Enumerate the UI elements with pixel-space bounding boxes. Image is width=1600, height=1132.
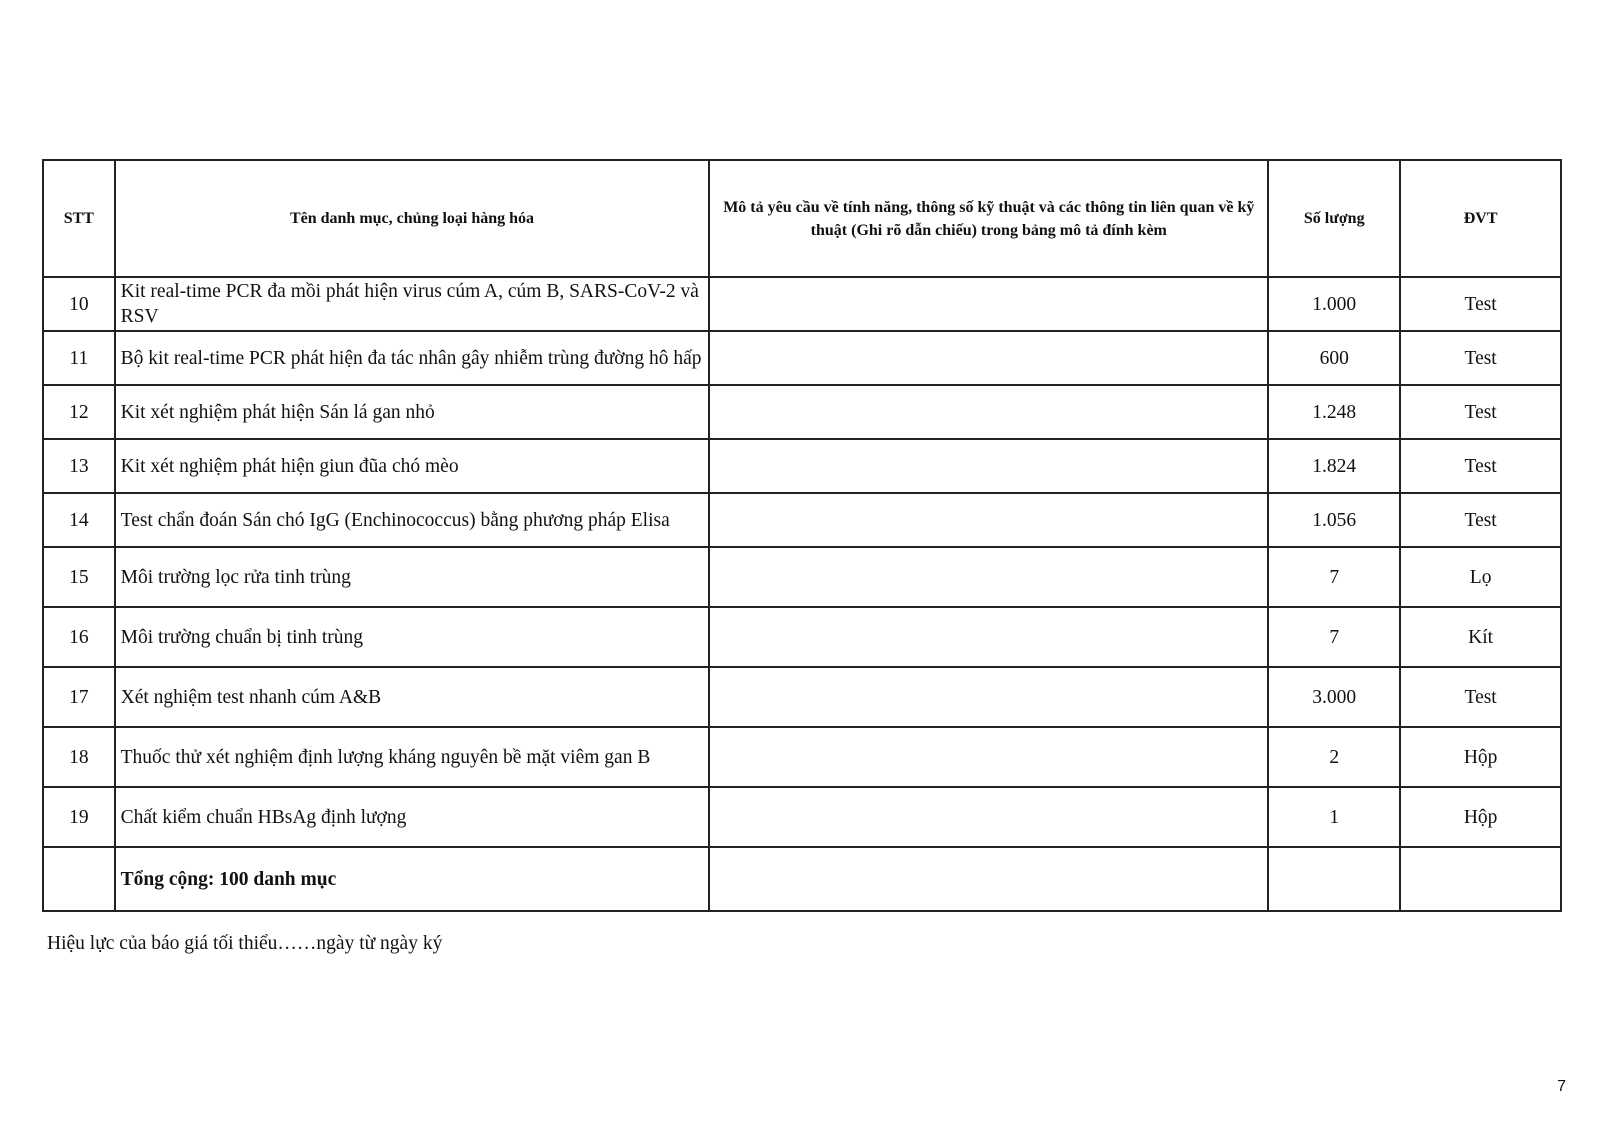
cell-quantity: 2 <box>1268 727 1400 787</box>
cell-description <box>709 277 1268 331</box>
table-row <box>43 277 1561 331</box>
header-item-name: Tên danh mục, chủng loại hàng hóa <box>115 160 710 277</box>
cell-quantity: 1.824 <box>1268 439 1400 493</box>
cell-quantity: 3.000 <box>1268 667 1400 727</box>
table-row <box>43 331 1561 385</box>
cell-item-name: Test chẩn đoán Sán chó IgG (Enchinococcus) bằng phương pháp Elisa <box>115 493 710 547</box>
table-row <box>43 667 1561 727</box>
cell-unit: Lọ <box>1400 547 1561 607</box>
cell-stt: 14 <box>43 493 115 547</box>
cell-unit: Test <box>1400 385 1561 439</box>
table-row <box>43 787 1561 847</box>
total-cell-unit <box>1400 847 1561 911</box>
cell-item-name: Xét nghiệm test nhanh cúm A&B <box>115 667 710 727</box>
cell-quantity: 1.248 <box>1268 385 1400 439</box>
cell-stt: 15 <box>43 547 115 607</box>
cell-item-name: Chất kiểm chuẩn HBsAg định lượng <box>115 787 710 847</box>
total-cell-quantity <box>1268 847 1400 911</box>
total-label: Tổng cộng: 100 danh mục <box>115 847 710 911</box>
table-row <box>43 439 1561 493</box>
cell-item-name: Thuốc thử xét nghiệm định lượng kháng nguyên bề mặt viêm gan B <box>115 727 710 787</box>
cell-item-name: Môi trường lọc rửa tinh trùng <box>115 547 710 607</box>
cell-stt: 16 <box>43 607 115 667</box>
cell-description <box>709 727 1268 787</box>
cell-stt: 10 <box>43 277 115 331</box>
cell-stt: 18 <box>43 727 115 787</box>
cell-item-name: Bộ kit real-time PCR phát hiện đa tác nhân gây nhiễm trùng đường hô hấp <box>115 331 710 385</box>
cell-unit: Test <box>1400 667 1561 727</box>
cell-stt: 12 <box>43 385 115 439</box>
cell-unit: Test <box>1400 493 1561 547</box>
cell-description <box>709 439 1268 493</box>
header-stt: STT <box>43 160 115 277</box>
header-unit: ĐVT <box>1400 160 1561 277</box>
table-row <box>43 385 1561 439</box>
total-cell-description <box>709 847 1268 911</box>
cell-item-name: Môi trường chuẩn bị tinh trùng <box>115 607 710 667</box>
cell-description <box>709 607 1268 667</box>
cell-description <box>709 547 1268 607</box>
cell-quantity: 1 <box>1268 787 1400 847</box>
cell-unit: Test <box>1400 331 1561 385</box>
total-cell-stt <box>43 847 115 911</box>
cell-description <box>709 787 1268 847</box>
cell-unit: Hộp <box>1400 727 1561 787</box>
table-header-row <box>43 160 1561 277</box>
table-row <box>43 607 1561 667</box>
cell-stt: 19 <box>43 787 115 847</box>
cell-quantity: 600 <box>1268 331 1400 385</box>
cell-description <box>709 385 1268 439</box>
table-total-row <box>43 847 1561 911</box>
cell-unit: Test <box>1400 439 1561 493</box>
cell-description <box>709 667 1268 727</box>
cell-stt: 17 <box>43 667 115 727</box>
cell-unit: Kít <box>1400 607 1561 667</box>
cell-stt: 11 <box>43 331 115 385</box>
cell-item-name: Kit xét nghiệm phát hiện Sán lá gan nhỏ <box>115 385 710 439</box>
cell-quantity: 1.056 <box>1268 493 1400 547</box>
table-row <box>43 727 1561 787</box>
cell-description <box>709 331 1268 385</box>
cell-item-name: Kit xét nghiệm phát hiện giun đũa chó mèo <box>115 439 710 493</box>
table-row <box>43 493 1561 547</box>
cell-stt: 13 <box>43 439 115 493</box>
header-quantity: Số lượng <box>1268 160 1400 277</box>
cell-quantity: 1.000 <box>1268 277 1400 331</box>
cell-quantity: 7 <box>1268 607 1400 667</box>
page-number: 7 <box>1557 1078 1566 1095</box>
cell-description <box>709 493 1268 547</box>
cell-item-name: Kit real-time PCR đa mồi phát hiện virus cúm A, cúm B, SARS-CoV-2 và RSV <box>115 277 710 331</box>
cell-quantity: 7 <box>1268 547 1400 607</box>
quotation-validity-note: Hiệu lực của báo giá tối thiểu……ngày từ ngày ký <box>47 933 443 954</box>
cell-unit: Hộp <box>1400 787 1561 847</box>
quotation-table <box>42 159 1562 912</box>
cell-unit: Test <box>1400 277 1561 331</box>
table-row <box>43 547 1561 607</box>
header-description: Mô tả yêu cầu về tính năng, thông số kỹ thuật và các thông tin liên quan về kỹ thuật (Ghi rõ dẫn chiếu) trong bảng mô tả đính kèm <box>709 160 1268 277</box>
